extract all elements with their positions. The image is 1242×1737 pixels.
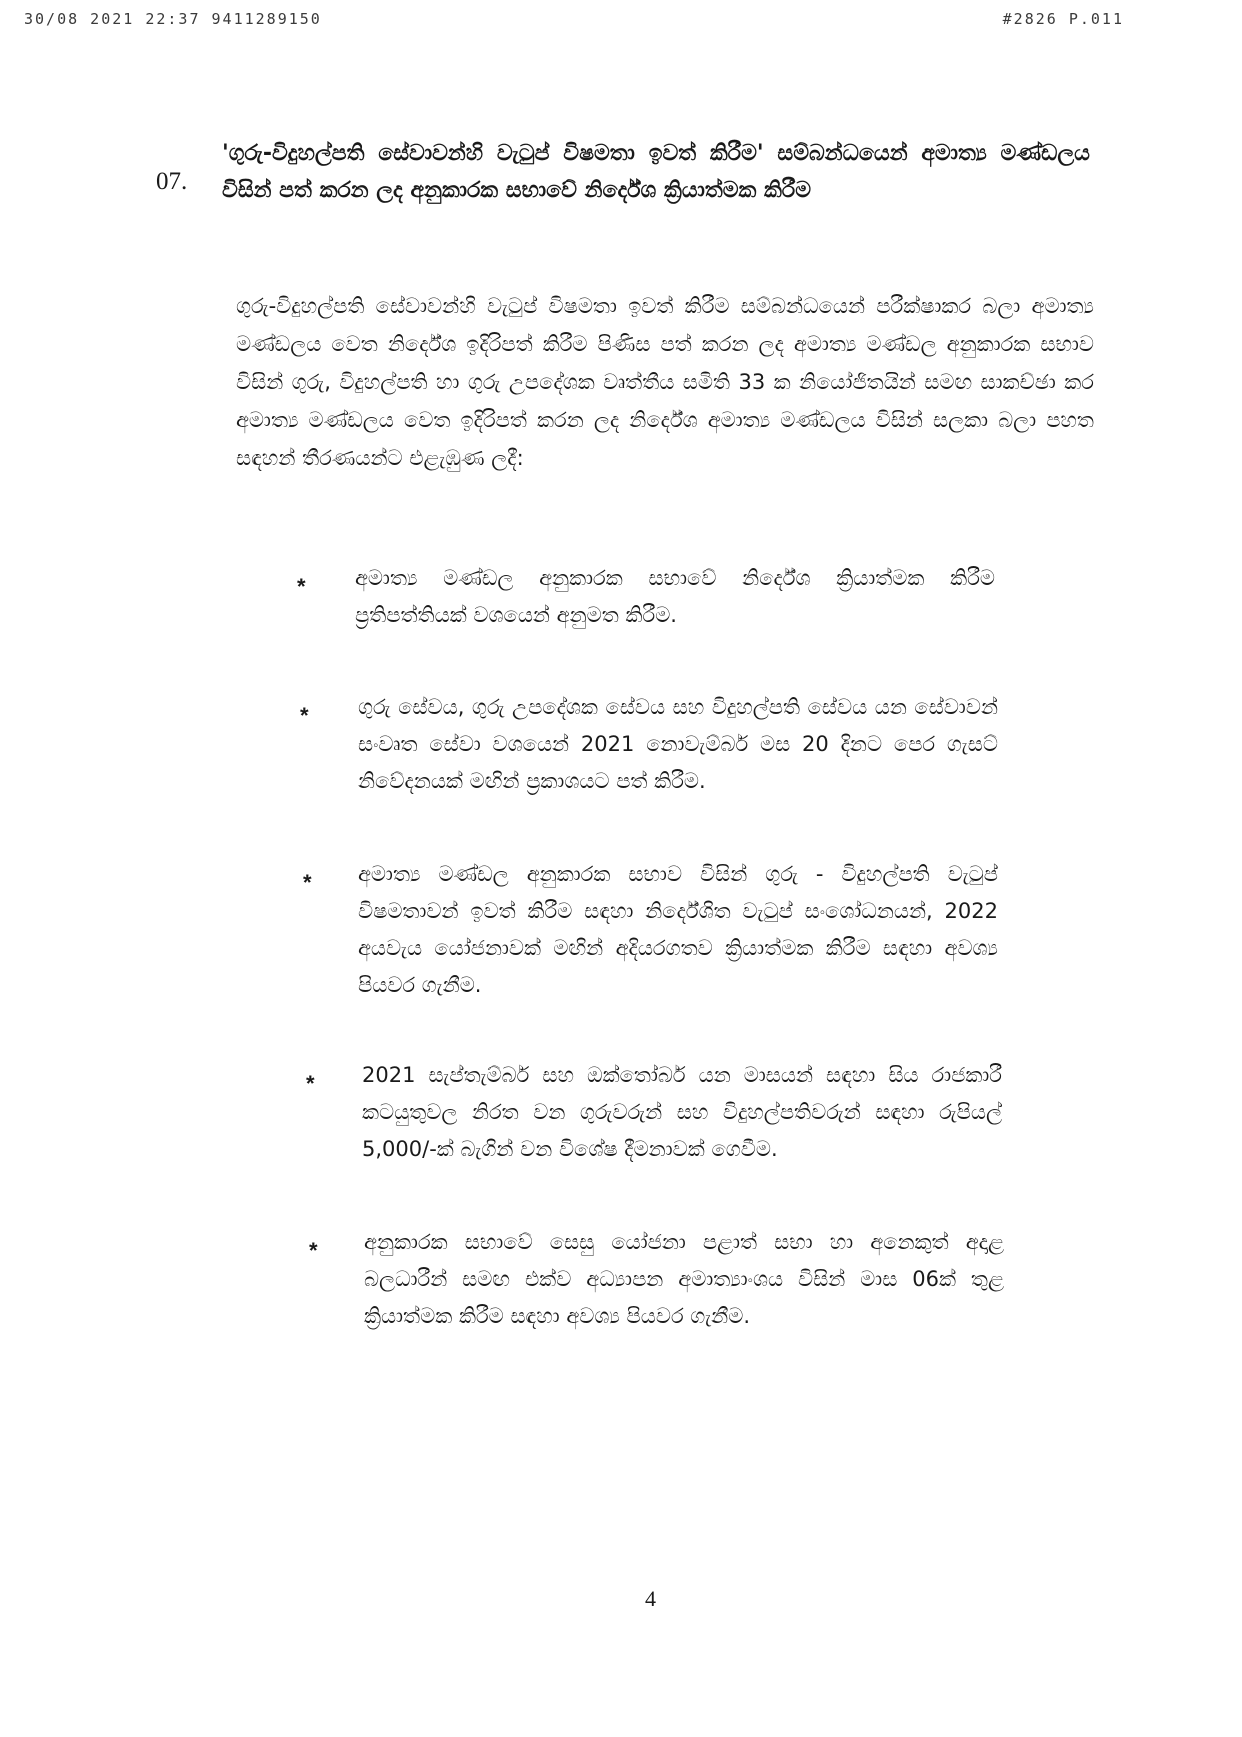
decision-item: අනුකාරක සභාවේ සෙසු යෝජනා පළාත් සභා හා අනෙකුත් අදාළ බලධාරීන් සමඟ එක්ව අධ්‍යාපන අමාත්‍යාංශය විසින් මාස 06ක් තුළ ක්‍රියාත්මක කිරීම සඳහා අවශ්‍ය පියවර ගැනීම. xyxy=(364,1230,1004,1328)
bullet-mark: * xyxy=(303,870,312,895)
bullet-mark: * xyxy=(300,703,309,728)
bullet-mark: * xyxy=(297,574,306,599)
section-title: 'ගුරු-විදුහල්පති සේවාවන්හි වැටුප් විෂමතා ඉවත් කිරීම' සම්බන්ධයෙන් අමාත්‍ය මණ්ඩලය විසින් පත් කරන ලද අනුකාරක සභාවේ නිර්දේශ ක්‍රියාත්මක කිරීම xyxy=(222,141,1090,203)
decision-item: 2021 සැප්තැම්බර් සහ ඔක්තෝබර් යන මාසයන් සඳහා සිය රාජකාරී කටයුතුවල නිරත වන ගුරුවරුන් සහ විදුහල්පතිවරුන් සඳහා රුපියල් 5,000/-ක් බැගින් වන විශේෂ දීමනාවක් ගෙවීම. xyxy=(362,1063,1002,1161)
decision-item: අමාත්‍ය මණ්ඩල අනුකාරක සභාව විසින් ගුරු - විදුහල්පති වැටුප් විෂමතාවන් ඉවත් කිරීම සඳහා නිර්දේශිත වැටුප් සංශෝධනයන්, 2022 අයවැය යෝජනාවක් මඟින් අදියරගතව ක්‍රියාත්මක කිරීම සඳහා අවශ්‍ය පියවර ගැනීම. xyxy=(358,862,998,997)
bullet-mark: * xyxy=(309,1238,318,1263)
bullet-mark: * xyxy=(306,1071,315,1096)
intro-paragraph: ගුරු-විදුහල්පති සේවාවන්හි වැටුප් විෂමතා ඉවත් කිරීම සම්බන්ධයෙන් පරීක්ෂාකර බලා අමාත්‍ය මණ්ඩලය වෙත නිර්දේශ ඉදිරිපත් කිරීම පිණිස පත් කරන ලද අමාත්‍ය මණ්ඩල අනුකාරක සභාව විසින් ගුරු, විදුහල්පති හා ගුරු උපදේශක වෘත්තීය සමිති 33 ක නියෝජිතයින් සමඟ සාකච්ඡා කර අමාත්‍ය මණ්ඩලය වෙත ඉදිරිපත් කරන ලද නිර්දේශ අමාත්‍ය මණ්ඩලය විසින් සලකා බලා පහත සඳහන් තීරණයන්ට එළැඹුණ ලදී: xyxy=(236,294,1094,470)
fax-header-left: 30/08 2021 22:37 9411289150 xyxy=(24,10,322,28)
page-number: 4 xyxy=(645,1586,656,1611)
decision-item: අමාත්‍ය මණ්ඩල අනුකාරක සභාවේ නිර්දේශ ක්‍රියාත්මක කිරීම ප්‍රතිපත්තියක් වශයෙන් අනුමත කිරීම. xyxy=(355,566,995,627)
section-number: 07. xyxy=(156,168,188,195)
fax-header-right: #2826 P.011 xyxy=(1002,10,1124,28)
decision-item: ගුරු සේවය, ගුරු උපදේශක සේවය සහ විදුහල්පති සේවය යන සේවාවන් සංවෘත සේවා වශයෙන් 2021 නොවැම්බර් මස 20 දිනට පෙර ගැසට් නිවේදනයක් මඟින් ප්‍රකාශයට පත් කිරීම. xyxy=(358,695,998,793)
